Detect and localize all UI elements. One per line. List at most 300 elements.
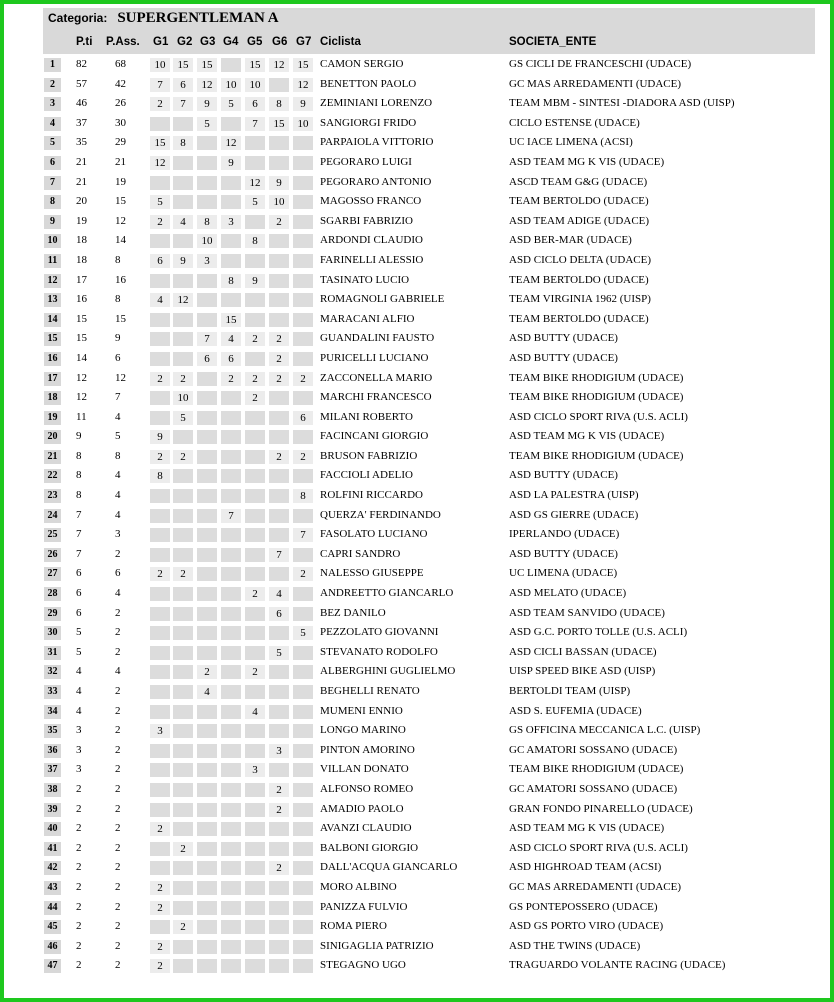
round-score-g5: 15 — [245, 58, 265, 72]
round-score-g7 — [293, 509, 313, 523]
header-ciclista: Ciclista — [320, 36, 361, 48]
round-score-g1: 2 — [150, 959, 170, 973]
round-score-g3 — [197, 940, 217, 954]
round-score-g6: 2 — [269, 332, 289, 346]
round-score-g5: 9 — [245, 274, 265, 288]
round-score-g6 — [269, 391, 289, 405]
round-score-g7: 6 — [293, 411, 313, 425]
rider-name: PANIZZA FULVIO — [320, 900, 408, 913]
rank-badge: 6 — [44, 156, 61, 170]
round-score-g5 — [245, 920, 265, 934]
round-score-g6 — [269, 293, 289, 307]
round-score-g6 — [269, 881, 289, 895]
round-score-g2 — [173, 117, 193, 131]
rank-badge: 39 — [44, 803, 61, 817]
points-value: 2 — [76, 880, 82, 893]
rider-name: LONGO MARINO — [320, 724, 406, 737]
rider-name: SINIGAGLIA PATRIZIO — [320, 939, 434, 952]
round-score-g2 — [173, 430, 193, 444]
team-name: GRAN FONDO PINARELLO (UDACE) — [509, 802, 693, 815]
team-name: ASD CICLO SPORT RIVA (U.S. ACLI) — [509, 841, 688, 854]
round-score-g3 — [197, 136, 217, 150]
round-score-g4: 4 — [221, 332, 241, 346]
team-name: TEAM VIRGINIA 1962 (UISP) — [509, 293, 651, 306]
round-score-g6 — [269, 705, 289, 719]
rank-badge: 36 — [44, 744, 61, 758]
round-score-g4 — [221, 450, 241, 464]
round-score-g1 — [150, 744, 170, 758]
round-score-g5: 12 — [245, 176, 265, 190]
pass-value: 2 — [115, 547, 121, 560]
round-score-g2 — [173, 803, 193, 817]
rider-name: STEGAGNO UGO — [320, 959, 406, 972]
round-score-g5 — [245, 803, 265, 817]
round-score-g4 — [221, 195, 241, 209]
rider-name: FACCIOLI ADELIO — [320, 469, 413, 482]
round-score-g5 — [245, 215, 265, 229]
table-row — [43, 74, 815, 94]
round-score-g3 — [197, 176, 217, 190]
pass-value: 2 — [115, 861, 121, 874]
round-score-g6 — [269, 254, 289, 268]
round-score-g1: 12 — [150, 156, 170, 170]
points-value: 4 — [76, 704, 82, 717]
rider-name: ANDREETTO GIANCARLO — [320, 587, 454, 600]
rank-badge: 9 — [44, 215, 61, 229]
rider-name: PEZZOLATO GIOVANNI — [320, 626, 439, 639]
points-value: 12 — [76, 391, 87, 404]
table-row — [43, 152, 815, 172]
round-score-g5 — [245, 842, 265, 856]
table-row — [43, 230, 815, 250]
round-score-g3 — [197, 607, 217, 621]
round-score-g2 — [173, 528, 193, 542]
table-row — [43, 54, 815, 74]
pass-value: 26 — [115, 97, 126, 110]
team-name: ASD TEAM MG K VIS (UDACE) — [509, 155, 665, 168]
team-name: ASD MELATO (UDACE) — [509, 587, 627, 600]
rank-badge: 32 — [44, 665, 61, 679]
round-score-g3 — [197, 822, 217, 836]
rider-name: ROLFINI RICCARDO — [320, 489, 423, 502]
rank-badge: 46 — [44, 940, 61, 954]
round-score-g7 — [293, 920, 313, 934]
rank-badge: 5 — [44, 136, 61, 150]
round-score-g5 — [245, 430, 265, 444]
header-g2: G2 — [177, 36, 193, 48]
points-value: 15 — [76, 332, 87, 345]
round-score-g3 — [197, 313, 217, 327]
round-score-g1: 2 — [150, 940, 170, 954]
team-name: ASD G.C. PORTO TOLLE (U.S. ACLI) — [509, 626, 688, 639]
team-name: GS CICLI DE FRANCESCHI (UDACE) — [509, 58, 692, 70]
round-score-g1 — [150, 313, 170, 327]
round-score-g1 — [150, 842, 170, 856]
round-score-g2 — [173, 234, 193, 248]
table-row — [43, 603, 815, 623]
round-score-g4: 8 — [221, 274, 241, 288]
rider-name: DALL'ACQUA GIANCARLO — [320, 861, 458, 874]
round-score-g1 — [150, 665, 170, 679]
round-score-g6: 15 — [269, 117, 289, 131]
rider-name: MARACANI ALFIO — [320, 312, 415, 325]
rank-badge: 10 — [44, 234, 61, 248]
round-score-g1: 4 — [150, 293, 170, 307]
table-row — [43, 505, 815, 525]
round-score-g3 — [197, 881, 217, 895]
round-score-g4: 2 — [221, 372, 241, 386]
rider-name: BENETTON PAOLO — [320, 77, 417, 90]
round-score-g2: 2 — [173, 567, 193, 581]
table-row — [43, 250, 815, 270]
round-score-g7: 2 — [293, 567, 313, 581]
pass-value: 4 — [115, 469, 121, 482]
team-name: TEAM BIKE RHODIGIUM (UDACE) — [509, 449, 684, 462]
round-score-g4 — [221, 763, 241, 777]
pass-value: 4 — [115, 410, 121, 423]
rider-name: MUMENI ENNIO — [320, 704, 403, 717]
round-score-g5: 2 — [245, 332, 265, 346]
round-score-g1: 2 — [150, 901, 170, 915]
table-row — [43, 936, 815, 956]
round-score-g6 — [269, 940, 289, 954]
pass-value: 2 — [115, 685, 121, 697]
round-score-g4 — [221, 744, 241, 758]
round-score-g2: 8 — [173, 136, 193, 150]
round-score-g2 — [173, 274, 193, 288]
round-score-g4 — [221, 607, 241, 621]
points-value: 2 — [76, 841, 82, 854]
points-value: 2 — [76, 920, 82, 933]
pass-value: 21 — [115, 155, 126, 168]
points-value: 6 — [76, 606, 82, 619]
round-score-g6 — [269, 763, 289, 777]
pass-value: 2 — [115, 724, 121, 737]
round-score-g6 — [269, 685, 289, 699]
round-score-g7 — [293, 646, 313, 660]
round-score-g3: 7 — [197, 332, 217, 346]
round-score-g7 — [293, 959, 313, 973]
round-score-g4 — [221, 548, 241, 562]
round-score-g2 — [173, 881, 193, 895]
round-score-g5 — [245, 509, 265, 523]
pass-value: 2 — [115, 802, 121, 815]
round-score-g7 — [293, 940, 313, 954]
rider-name: CAPRI SANDRO — [320, 547, 401, 560]
pass-value: 2 — [115, 959, 121, 972]
team-name: ASD THE TWINS (UDACE) — [509, 939, 641, 952]
round-score-g3 — [197, 156, 217, 170]
round-score-g4 — [221, 822, 241, 836]
round-score-g3 — [197, 274, 217, 288]
rank-badge: 33 — [44, 685, 61, 699]
round-score-g5 — [245, 744, 265, 758]
round-score-g4 — [221, 861, 241, 875]
round-score-g3 — [197, 646, 217, 660]
team-name: ASD GS PORTO VIRO (UDACE) — [509, 920, 664, 933]
round-score-g3 — [197, 626, 217, 640]
header-g6: G6 — [272, 36, 288, 48]
points-value: 7 — [76, 528, 82, 541]
rank-badge: 25 — [44, 528, 61, 542]
round-score-g4 — [221, 254, 241, 268]
team-name: GC AMATORI SOSSANO (UDACE) — [509, 782, 678, 795]
round-score-g1: 9 — [150, 430, 170, 444]
pass-value: 15 — [115, 195, 126, 208]
round-score-g2 — [173, 352, 193, 366]
round-score-g3: 6 — [197, 352, 217, 366]
rank-badge: 34 — [44, 705, 61, 719]
pass-value: 2 — [115, 743, 121, 756]
round-score-g2: 2 — [173, 920, 193, 934]
round-score-g6 — [269, 78, 289, 92]
rank-badge: 13 — [44, 293, 61, 307]
round-score-g1 — [150, 803, 170, 817]
points-value: 8 — [76, 469, 82, 482]
points-value: 2 — [76, 802, 82, 815]
round-score-g2: 5 — [173, 411, 193, 425]
round-score-g7 — [293, 881, 313, 895]
table-row — [43, 211, 815, 231]
table-row — [43, 289, 815, 309]
round-score-g7 — [293, 744, 313, 758]
round-score-g2 — [173, 705, 193, 719]
team-name: BERTOLDI TEAM (UISP) — [509, 685, 631, 697]
round-score-g6: 6 — [269, 607, 289, 621]
round-score-g5 — [245, 646, 265, 660]
round-score-g2 — [173, 901, 193, 915]
pass-value: 2 — [115, 880, 121, 893]
round-score-g3 — [197, 959, 217, 973]
table-row — [43, 799, 815, 819]
round-score-g4 — [221, 626, 241, 640]
table-row — [43, 701, 815, 721]
rank-badge: 47 — [44, 959, 61, 973]
pass-value: 9 — [115, 332, 121, 345]
rank-badge: 28 — [44, 587, 61, 601]
team-name: TEAM BIKE RHODIGIUM (UDACE) — [509, 371, 684, 384]
round-score-g7: 2 — [293, 372, 313, 386]
round-score-g4 — [221, 176, 241, 190]
team-name: GS OFFICINA MECCANICA L.C. (UISP) — [509, 724, 701, 737]
round-score-g5 — [245, 607, 265, 621]
points-value: 16 — [76, 293, 87, 306]
category-name: SUPERGENTLEMAN A — [117, 9, 279, 26]
round-score-g7 — [293, 665, 313, 679]
round-score-g5 — [245, 313, 265, 327]
round-score-g3: 5 — [197, 117, 217, 131]
rank-badge: 40 — [44, 822, 61, 836]
round-score-g7: 5 — [293, 626, 313, 640]
round-score-g2 — [173, 587, 193, 601]
team-name: CICLO ESTENSE (UDACE) — [509, 116, 640, 129]
round-score-g7 — [293, 607, 313, 621]
round-score-g3: 12 — [197, 78, 217, 92]
round-score-g4: 12 — [221, 136, 241, 150]
round-score-g2: 7 — [173, 97, 193, 111]
table-row — [43, 818, 815, 838]
round-score-g4 — [221, 391, 241, 405]
rank-badge: 43 — [44, 881, 61, 895]
table-row — [43, 583, 815, 603]
rider-name: ALBERGHINI GUGLIELMO — [320, 665, 456, 678]
table-header — [43, 28, 815, 54]
round-score-g6: 9 — [269, 176, 289, 190]
round-score-g5 — [245, 156, 265, 170]
round-score-g1 — [150, 352, 170, 366]
round-score-g6 — [269, 469, 289, 483]
rider-name: ROMAGNOLI GABRIELE — [320, 293, 445, 306]
table-row — [43, 838, 815, 858]
round-score-g1: 8 — [150, 469, 170, 483]
points-value: 3 — [76, 743, 82, 756]
round-score-g7 — [293, 176, 313, 190]
round-score-g1: 6 — [150, 254, 170, 268]
pass-value: 19 — [115, 175, 126, 188]
round-score-g1 — [150, 234, 170, 248]
team-name: GC MAS ARREDAMENTI (UDACE) — [509, 880, 682, 893]
round-score-g5: 2 — [245, 372, 265, 386]
round-score-g1 — [150, 626, 170, 640]
round-score-g2 — [173, 665, 193, 679]
round-score-g4 — [221, 685, 241, 699]
table-row — [43, 681, 815, 701]
header-societa: SOCIETA_ENTE — [509, 36, 597, 48]
header-pass: P.Ass. — [106, 36, 140, 48]
round-score-g6 — [269, 411, 289, 425]
round-score-g7 — [293, 234, 313, 248]
rider-name: AMADIO PAOLO — [320, 802, 404, 815]
points-value: 7 — [76, 547, 82, 560]
round-score-g5: 6 — [245, 97, 265, 111]
round-score-g7: 2 — [293, 450, 313, 464]
round-score-g6 — [269, 136, 289, 150]
round-score-g3 — [197, 842, 217, 856]
table-row — [43, 270, 815, 290]
points-value: 12 — [76, 371, 87, 384]
rank-badge: 15 — [44, 332, 61, 346]
round-score-g7 — [293, 685, 313, 699]
round-score-g6: 2 — [269, 450, 289, 464]
rank-badge: 20 — [44, 430, 61, 444]
header-g7: G7 — [296, 36, 312, 48]
rank-badge: 3 — [44, 97, 61, 111]
pass-value: 16 — [115, 273, 126, 286]
round-score-g3 — [197, 509, 217, 523]
round-score-g6: 8 — [269, 97, 289, 111]
round-score-g7 — [293, 254, 313, 268]
round-score-g3 — [197, 783, 217, 797]
team-name: TEAM BERTOLDO (UDACE) — [509, 273, 649, 286]
rider-name: MORO ALBINO — [320, 880, 397, 893]
pass-value: 2 — [115, 900, 121, 913]
rider-name: PEGORARO ANTONIO — [320, 175, 432, 188]
pass-value: 29 — [115, 136, 126, 149]
round-score-g1 — [150, 920, 170, 934]
round-score-g6 — [269, 822, 289, 836]
rider-name: BALBONI GIORGIO — [320, 841, 419, 854]
round-score-g6: 10 — [269, 195, 289, 209]
round-score-g6: 2 — [269, 215, 289, 229]
round-score-g4 — [221, 901, 241, 915]
round-score-g7 — [293, 391, 313, 405]
round-score-g5 — [245, 136, 265, 150]
round-score-g2: 4 — [173, 215, 193, 229]
table-row — [43, 172, 815, 192]
round-score-g3 — [197, 391, 217, 405]
rider-name: SGARBI FABRIZIO — [320, 214, 414, 227]
round-score-g2 — [173, 744, 193, 758]
round-score-g1 — [150, 411, 170, 425]
team-name: ASD BUTTY (UDACE) — [509, 332, 618, 345]
rank-badge: 1 — [44, 58, 61, 72]
round-score-g1 — [150, 587, 170, 601]
round-score-g4: 15 — [221, 313, 241, 327]
rider-name: BRUSON FABRIZIO — [320, 449, 418, 462]
round-score-g3 — [197, 372, 217, 386]
round-score-g5: 3 — [245, 763, 265, 777]
round-score-g4 — [221, 293, 241, 307]
round-score-g7 — [293, 587, 313, 601]
round-score-g7 — [293, 274, 313, 288]
round-score-g6: 5 — [269, 646, 289, 660]
rank-badge: 8 — [44, 195, 61, 209]
table-row — [43, 191, 815, 211]
round-score-g4 — [221, 528, 241, 542]
pass-value: 2 — [115, 626, 121, 639]
rider-name: GUANDALINI FAUSTO — [320, 332, 435, 345]
round-score-g2 — [173, 332, 193, 346]
pass-value: 12 — [115, 371, 126, 384]
round-score-g6: 4 — [269, 587, 289, 601]
round-score-g6 — [269, 274, 289, 288]
rank-badge: 26 — [44, 548, 61, 562]
round-score-g2 — [173, 176, 193, 190]
team-name: ASD TEAM MG K VIS (UDACE) — [509, 822, 665, 835]
header-points: P.ti — [76, 36, 93, 48]
team-name: ASD BUTTY (UDACE) — [509, 351, 618, 364]
round-score-g1 — [150, 489, 170, 503]
round-score-g5: 10 — [245, 78, 265, 92]
round-score-g7: 7 — [293, 528, 313, 542]
rank-badge: 2 — [44, 78, 61, 92]
header-g3: G3 — [200, 36, 216, 48]
round-score-g6: 2 — [269, 861, 289, 875]
round-score-g5 — [245, 469, 265, 483]
round-score-g1: 15 — [150, 136, 170, 150]
round-score-g3: 3 — [197, 254, 217, 268]
pass-value: 4 — [115, 489, 121, 502]
round-score-g2 — [173, 646, 193, 660]
round-score-g4 — [221, 489, 241, 503]
round-score-g1 — [150, 705, 170, 719]
team-name: TEAM BIKE RHODIGIUM (UDACE) — [509, 763, 684, 776]
round-score-g6 — [269, 724, 289, 738]
round-score-g5 — [245, 901, 265, 915]
rider-name: MAGOSSO FRANCO — [320, 195, 422, 208]
rank-badge: 12 — [44, 274, 61, 288]
team-name: ASD TEAM SANVIDO (UDACE) — [509, 606, 665, 619]
round-score-g4 — [221, 430, 241, 444]
round-score-g5 — [245, 254, 265, 268]
points-value: 5 — [76, 645, 82, 658]
round-score-g2 — [173, 489, 193, 503]
table-row — [43, 93, 815, 113]
rider-name: PARPAIOLA VITTORIO — [320, 136, 434, 149]
round-score-g6: 3 — [269, 744, 289, 758]
points-value: 3 — [76, 724, 82, 737]
round-score-g2: 2 — [173, 842, 193, 856]
